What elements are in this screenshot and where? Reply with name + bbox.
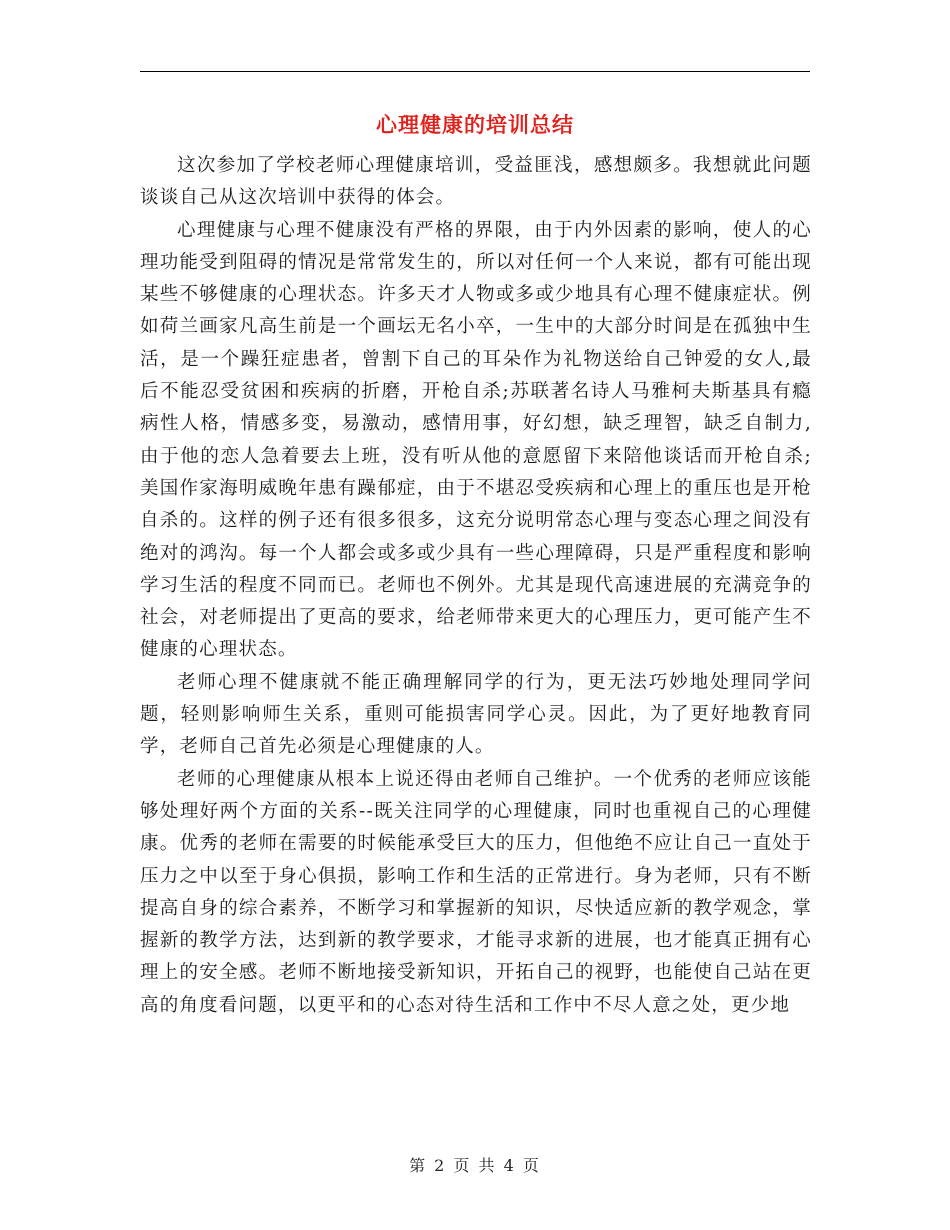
paragraph-3: 老师心理不健康就不能正确理解同学的行为，更无法巧妙地处理同学问题，轻则影响师生关系，重则可能损害同学心灵。因此，为了更好地教育同学，老师自己首先必须是心理健康的人。 (140, 671, 812, 758)
paragraph-4: 老师的心理健康从根本上说还得由老师自己维护。一个优秀的老师应该能够处理好两个方面的关系--既关注同学的心理健康，同时也重视自己的心理健康。优秀的老师在需要的时候能承受巨大的压力，但他绝不应让自己一直处于压力之中以至于身心俱损，影响工作和生活的正常进行。身为老师，只有不断提高自身的综合素养，不断学习和掌握新的知识，尽快适应新的教学观念，掌握新的教学方法，达到新的教学要求，才能寻求新的进展，也才能真正拥有心理上的安全感。老师不断地接受新知识，开拓自己的视野，也能使自己站在更高的角度看问题，以更平和的心态对待生活和工作中不尽人意之处，更少地 (140, 768, 812, 1016)
paragraph-1: 这次参加了学校老师心理健康培训，受益匪浅，感想颇多。我想就此问题谈谈自己从这次培训中获得的体会。 (140, 155, 812, 209)
document-body (140, 150, 812, 1022)
document-title: 心理健康的培训总结 (376, 112, 574, 137)
paragraph-2: 心理健康与心理不健康没有严格的界限，由于内外因素的影响，使人的心理功能受到阻碍的情况是常常发生的，所以对任何一个人来说，都有可能出现某些不够健康的心理状态。许多天才人物或多或少地具有心理不健康症状。例如荷兰画家凡高生前是一个画坛无名小卒，一生中的大部分时间是在孤独中生活，是一个躁狂症患者，曾割下自己的耳朵作为礼物送给自己钟爱的女人,最后不能忍受贫困和疾病的折磨，开枪自杀;苏联著名诗人马雅柯夫斯基具有瘾病性人格，情感多变，易激动，感情用事，好幻想，缺乏理智，缺乏自制力,由于他的恋人急着要去上班，没有听从他的意愿留下来陪他谈话而开枪自杀;美国作家海明威晚年患有躁郁症，由于不堪忍受疾病和心理上的重压也是开枪自杀的。这样的例子还有很多很多，这充分说明常态心理与变态心理之间没有绝对的鸿沟。每一个人都会或多或少具有一些心理障碍，只是严重程度和影响学习生活的程度不同而已。老师也不例外。尤其是现代高速进展的充满竞争的社会，对老师提出了更高的要求，给老师带来更大的心理压力，更可能产生不健康的心理状态。 (140, 219, 812, 661)
page-number-footer: 第 2 页 共 4 页 (409, 1156, 541, 1175)
header-rule (140, 71, 810, 72)
